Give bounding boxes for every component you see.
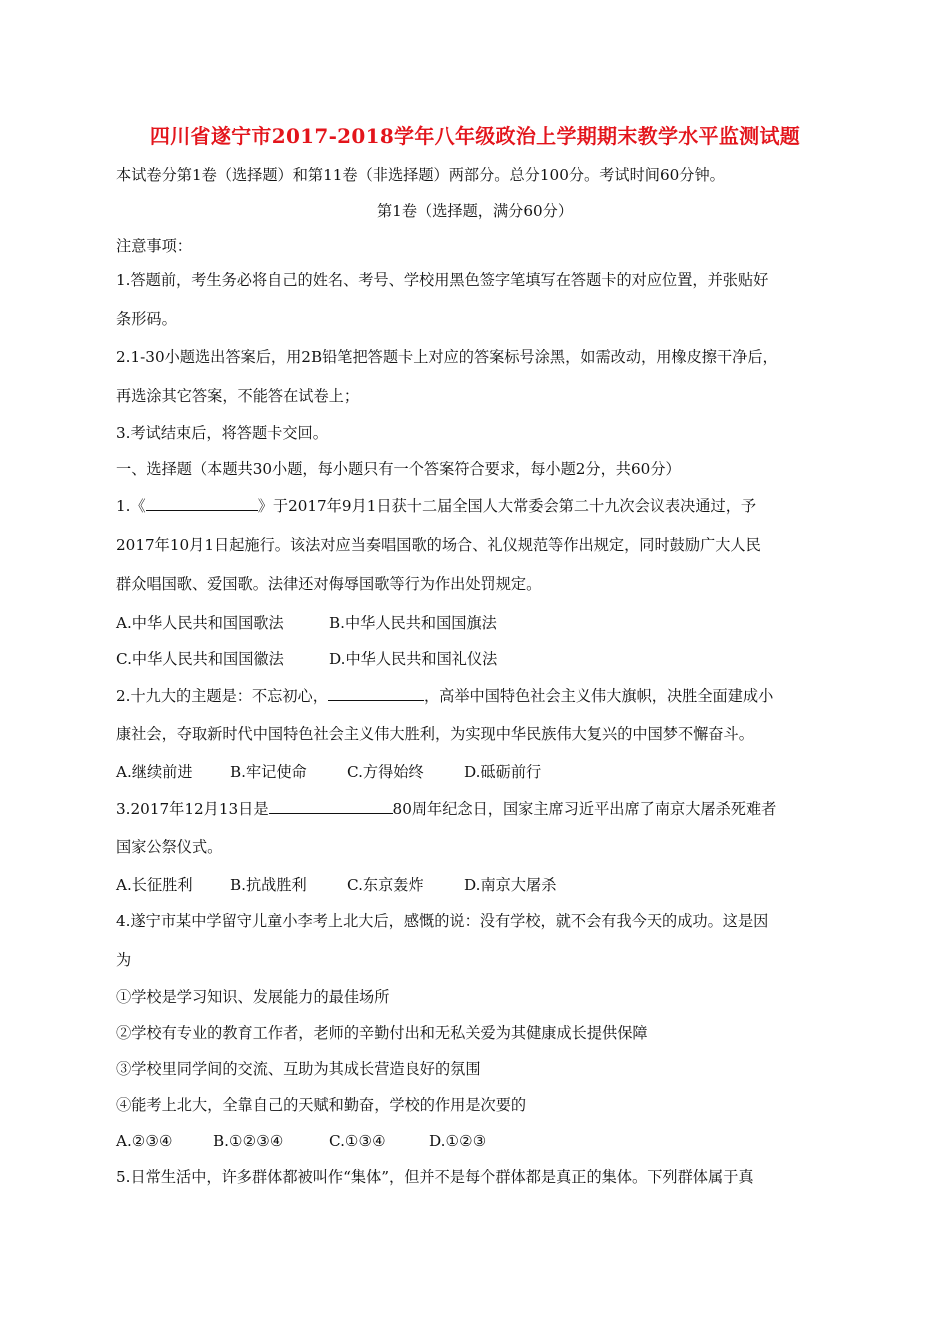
question-1-option-a: A.中华人民共和国国歌法 <box>116 614 284 632</box>
exam-title: 四川省遂宁市2017-2018学年八年级政治上学期期末教学水平监测试题 <box>149 124 801 148</box>
question-4-line: 为 <box>116 951 132 969</box>
question-4-option-b: B.①②③④ <box>213 1132 284 1150</box>
question-1-stem-post: 》于2017年9月1日获十二届全国人大常委会第二十九次会议表决通过，予 <box>257 497 757 515</box>
notice-heading: 注意事项： <box>116 237 192 255</box>
answer-blank <box>269 798 393 814</box>
notice-line: 条形码。 <box>116 310 177 328</box>
question-4-statement: ④能考上北大，全靠自己的天赋和勤奋，学校的作用是次要的 <box>116 1096 527 1114</box>
question-3-line: 国家公祭仪式。 <box>116 838 223 856</box>
question-2-option-c: C.方得始终 <box>347 763 424 781</box>
exam-intro: 本试卷分第1卷（选择题）和第11卷（非选择题）两部分。总分100分。考试时间60分钟。 <box>116 166 725 184</box>
notice-line: 2.1-30小题选出答案后，用2B铅笔把答题卡上对应的答案标号涂黑，如需改动，用橡皮擦干净后， <box>116 348 778 366</box>
question-2-stem-post: ，高举中国特色社会主义伟大旗帜，决胜全面建成小 <box>423 687 774 705</box>
question-3-stem <box>116 798 776 819</box>
question-1-option-d: D.中华人民共和国礼仪法 <box>329 650 498 668</box>
question-1-line: 2017年10月1日起施行。该法对应当奏唱国歌的场合、礼仪规范等作出规定，同时鼓励广大人民 <box>116 536 761 554</box>
question-4-option-a: A.②③④ <box>116 1132 173 1150</box>
question-1-stem <box>116 495 756 516</box>
question-2-options-row <box>116 762 541 782</box>
question-4-statement: ①学校是学习知识、发展能力的最佳场所 <box>116 988 390 1006</box>
question-4-statement: ③学校里同学间的交流、互助为其成长营造良好的氛围 <box>116 1060 481 1078</box>
question-2-stem <box>116 685 773 706</box>
question-3-stem-pre: 3.2017年12月13日是 <box>116 800 269 818</box>
question-4-option-c: C.①③④ <box>329 1132 386 1150</box>
question-3-options-row <box>116 875 556 895</box>
question-1-option-b: B.中华人民共和国国旗法 <box>329 614 497 632</box>
question-2-option-a: A.继续前进 <box>116 763 193 781</box>
question-3-option-b: B.抗战胜利 <box>230 876 307 894</box>
question-5-line: 5.日常生活中，许多群体都被叫作“集体”，但并不是每个群体都是真正的集体。下列群体属于真 <box>116 1168 754 1186</box>
question-4-line: 4.遂宁市某中学留守儿童小李考上北大后，感慨的说：没有学校，就不会有我今天的成功。这是因 <box>116 912 769 930</box>
notice-line: 1.答题前，考生务必将自己的姓名、考号、学校用黑色签字笔填写在答题卡的对应位置，并张贴好 <box>116 271 769 289</box>
part-heading: 一、选择题（本题共30小题，每小题只有一个答案符合要求，每小题2分，共60分） <box>116 460 681 478</box>
question-2-option-b: B.牢记使命 <box>230 763 307 781</box>
answer-blank <box>146 495 258 511</box>
question-2-line: 康社会，夺取新时代中国特色社会主义伟大胜利，为实现中华民族伟大复兴的中国梦不懈奋斗。 <box>116 725 754 743</box>
question-3-option-a: A.长征胜利 <box>116 876 193 894</box>
question-1-options-row <box>116 649 497 669</box>
question-1-option-c: C.中华人民共和国国徽法 <box>116 650 284 668</box>
question-4-option-d: D.①②③ <box>429 1132 487 1150</box>
question-1-stem-pre: 1.《 <box>116 497 146 515</box>
question-2-stem-pre: 2.十九大的主题是：不忘初心， <box>116 687 328 705</box>
question-3-stem-post: 80周年纪念日，国家主席习近平出席了南京大屠杀死难者 <box>392 800 777 818</box>
question-4-options-row <box>116 1131 486 1151</box>
question-4-statement: ②学校有专业的教育工作者，老师的辛勤付出和无私关爱为其健康成长提供保障 <box>116 1024 648 1042</box>
notice-line: 3.考试结束后，将答题卡交回。 <box>116 424 328 442</box>
question-2-option-d: D.砥砺前行 <box>464 763 542 781</box>
question-3-option-d: D.南京大屠杀 <box>464 876 557 894</box>
question-1-options-row <box>116 613 497 633</box>
notice-line: 再选涂其它答案，不能答在试卷上； <box>116 387 359 405</box>
answer-blank <box>328 685 424 701</box>
section-title: 第1卷（选择题，满分60分） <box>376 202 574 220</box>
question-3-option-c: C.东京轰炸 <box>347 876 424 894</box>
question-1-line: 群众唱国歌、爱国歌。法律还对侮辱国歌等行为作出处罚规定。 <box>116 575 542 593</box>
